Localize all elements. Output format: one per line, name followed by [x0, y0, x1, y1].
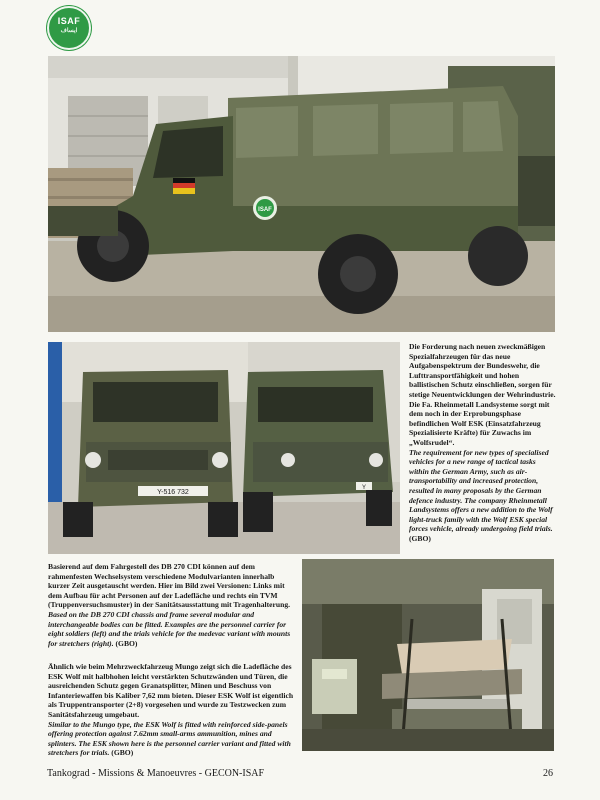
caption-reinforced-panels-credit: (GBO)	[111, 748, 134, 758]
caption-wolf-esk-en: The requirement for new types of specialised vehicles for a new range of tactical tasks within the German Army, such as air-transportability and increased protection, resulted in many proposals by the German defence industry. The company Rheinmetall Landsystems offers a new addition to the Wolf light-truck family with the Wolf ESK special forces vehicle, already undergoing field trials.	[409, 447, 553, 534]
plate-right: Y	[361, 485, 367, 491]
caption-reinforced-panels-en-text: Similar to the Mungo type, the ESK Wolf is fitted with reinforced side-panels offering protection against 7.62mm small-arms ammunition, mines and splinters. The ESK shown here is the personnel carrier variant and fitted with stretchers for trials.	[48, 719, 291, 758]
footer-publication: Tankograd - Missions & Manoeuvres - GECON-ISAF	[47, 768, 265, 779]
caption-modular-bodies	[48, 562, 294, 648]
caption-reinforced-panels-en	[48, 720, 294, 758]
caption-modular-bodies-en	[48, 610, 294, 648]
photo-two-wolfs	[48, 342, 400, 554]
photo-wolf-canvas	[48, 56, 555, 332]
caption-modular-bodies-en-text: Based on the DB 270 CDI chassis and frame several modular and interchangeable bodies can be fitted. Examples are the personnel carrier for eight soldiers (left) and the trials vehicle for the medevac variant with mounts for stretchers (right).	[48, 609, 291, 648]
page-number: 26	[543, 768, 553, 779]
caption-wolf-esk	[409, 342, 557, 543]
caption-modular-bodies-de: Basierend auf dem Fahrgestell des DB 270 CDI können auf dem rahmenfesten Wechselsystem verschiedene Modulvarianten innerhalb kurzer Zeit ausgetauscht werden. Hier im Bild zwei Versionen: Links mit dem Aufbau für acht Personen auf der Ladefläche und rechts ein TVM (Truppenversuchsmuster) in der Sanitätsausstattung mit Tragenhalterung.	[48, 562, 291, 610]
stencil-isaf: ISAF	[258, 207, 272, 213]
isaf-badge-subtext: ایساف	[60, 28, 78, 34]
caption-wolf-esk-credit: (GBO)	[409, 533, 431, 543]
caption-wolf-esk-de: Die Forderung nach neuen zweckmäßigen Spezialfahrzeugen für das neue Aufgabenspektrum der Bundeswehr, die Lufttransportfähigkeit und hohen ballistischen Schutz einschließen, sorgen für stetige Neuentwicklungen der Wehrindustrie. Die Fa. Rheinmetall Landsysteme sorgt mit dem noch in der Erprobungsphase befindlichen Wolf ESK (Einsatzfahrzeug Spezialisierte Kräfte) für Zuwachs im „Wolfsrudel“.	[409, 342, 556, 447]
isaf-badge	[47, 6, 91, 50]
isaf-badge-text: ISAF	[57, 16, 81, 26]
plate-left: Y-516 732	[157, 489, 189, 496]
caption-modular-bodies-credit: (GBO)	[115, 638, 138, 648]
photo-interior-stretcher	[302, 559, 554, 751]
caption-reinforced-panels-de: Ähnlich wie beim Mehrzweckfahrzeug Mungo zeigt sich die Ladefläche des ESK Wolf mit halbhohen leicht verstärkten Schutzwänden und Türen, die ausreichenden Schutz gegen Granatsplitter, Minen und Beschuss von Infanteriewaffen bis Kaliber 7,62 mm bieten. Dieser ESK Wolf ist eigentlich als Truppentransporter (2+8) vorgesehen und wurde zu Testzwecken zum Sanitätsfahrzeug umgebaut.	[48, 662, 294, 719]
caption-reinforced-panels	[48, 662, 294, 758]
